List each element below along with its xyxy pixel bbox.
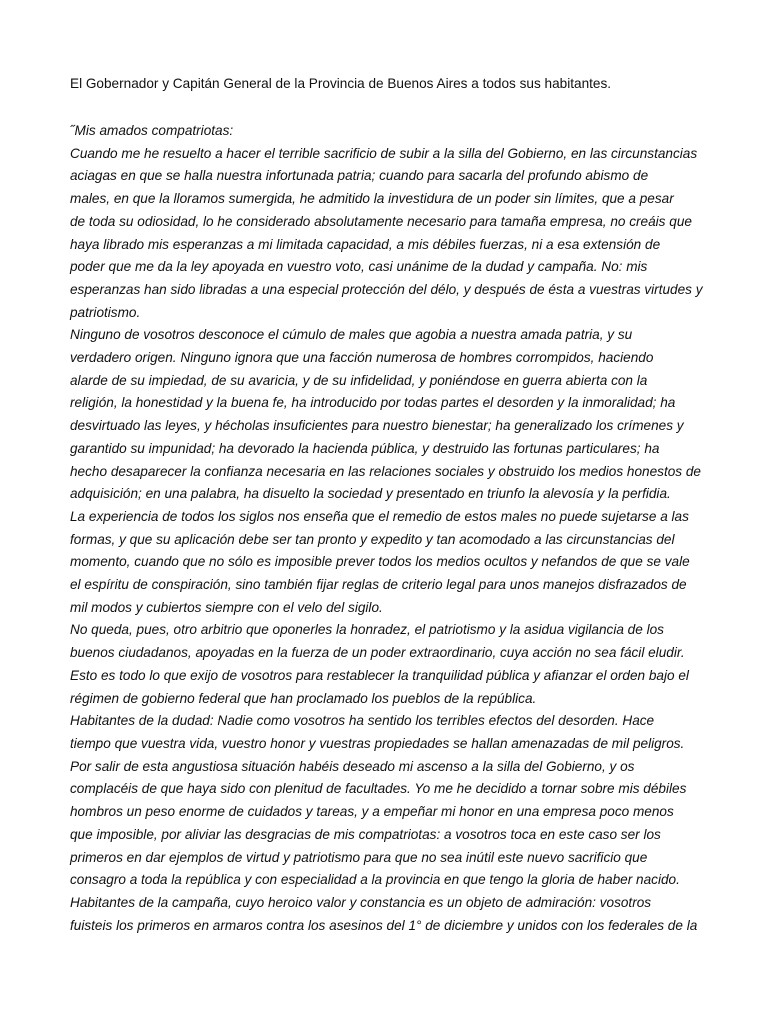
- body-text-line: haya librado mis esperanzas a mi limitada capacidad, a mis débiles fuerzas, ni a esa extensión de: [70, 236, 661, 252]
- body-text-line: adquisición; en una palabra, ha disuelto la sociedad y presentado en triunfo la alevosía y la perfidia.: [70, 486, 671, 502]
- body-text-line: hecho desaparecer la confianza necesaria en las relaciones sociales y obstruido los medios honestos de: [70, 463, 701, 479]
- body-text-line: fuisteis los primeros en armaros contra los asesinos del 1° de diciembre y unidos con los federales de la: [70, 917, 698, 933]
- body-text-line: Ninguno de vosotros desconoce el cúmulo de males que agobia a nuestra amada patria, y su: [70, 327, 633, 343]
- body-text-line: formas, y que su aplicación debe ser tan pronto y expedito y tan acomodado a las circunstancias del: [70, 531, 675, 547]
- body-text-line: primeros en dar ejemplos de virtud y patriotismo para que no sea inútil este nuevo sacrificio que: [70, 849, 648, 865]
- body-text-line: buenos ciudadanos, apoyadas en la fuerza de un poder extraordinario, cuya acción no sea fácil eludir.: [70, 645, 685, 661]
- body-text-line: mil modos y cubiertos siempre con el velo del sigilo.: [70, 599, 383, 615]
- body-text-line: Habitantes de la dudad: Nadie como vosotros ha sentido los terribles efectos del desorden. Hace: [70, 713, 655, 729]
- proclamation-body: [70, 120, 710, 937]
- body-text-line: Cuando me he resuelto a hacer el terrible sacrificio de subir a la silla del Gobierno, en las circunstancias: [70, 145, 698, 161]
- body-text-line: La experiencia de todos los siglos nos enseña que el remedio de estos males no puede sujetarse a las: [70, 508, 689, 524]
- body-text-line: ˝Mis amados compatriotas:: [70, 123, 234, 138]
- body-text-line: No queda, pues, otro arbitrio que oponerles la honradez, el patriotismo y la asidua vigilancia de los: [70, 622, 664, 638]
- body-text-line: verdadero origen. Ninguno ignora que una facción numerosa de hombres corrompidos, haciendo: [70, 350, 654, 366]
- body-text-line: que imposible, por aliviar las desgracias de mis compatriotas: a vosotros toca en este caso ser los: [70, 826, 661, 842]
- body-text-line: garantido su impunidad; ha devorado la hacienda pública, y destruido las fortunas particulares; ha: [70, 440, 660, 456]
- body-text-line: de toda su odiosidad, lo he considerado absolutamente necesario para tamaña empresa, no creáis que: [70, 213, 692, 229]
- body-text-line: poder que me da la ley apoyada en vuestro voto, casi unánime de la dudad y campaña. No: mis: [70, 259, 648, 275]
- body-text-line: hombros un peso enorme de cuidados y tareas, y a empeñar mi honor en una empresa poco menos: [70, 804, 674, 820]
- body-text-line: régimen de gobierno federal que han proclamado los pueblos de la república.: [70, 690, 537, 706]
- body-text-line: Habitantes de la campaña, cuyo heroico valor y constancia es un objeto de admiración: vosotros: [70, 894, 652, 910]
- body-text-line: momento, cuando que no sólo es imposible prever todos los medios ocultos y nefandos de que se vale: [70, 554, 690, 570]
- body-text-line: males, en que la lloramos sumergida, he admitido la investidura de un poder sin límites, que a pesar: [70, 191, 674, 207]
- body-text-line: Esto es todo lo que exijo de vosotros para restablecer la tranquilidad pública y afianzar el orden bajo el: [70, 667, 689, 683]
- body-text-line: el espíritu de conspiración, sino también fijar reglas de criterio legal para unos manejos disfrazados de: [70, 577, 687, 593]
- body-text-line: alarde de su impiedad, de su avaricia, y de su infidelidad, y poniéndose en guerra abierta con la: [70, 372, 648, 388]
- body-text-line: esperanzas han sido libradas a una especial protección del délo, y después de ésta a vuestras virtudes y: [70, 281, 703, 297]
- body-text-line: tiempo que vuestra vida, vuestro honor y vuestras propiedades se hallan amenazadas de mil peligros.: [70, 735, 685, 751]
- body-text-line: patriotismo.: [70, 304, 141, 320]
- body-text-line: consagro a toda la república y con especialidad a la provincia en que tengo la gloria de haber nacido.: [70, 872, 680, 888]
- body-text-line: Por salir de esta angustiosa situación habéis deseado mi ascenso a la silla del Gobierno, y os: [70, 758, 635, 774]
- body-text-line: complacéis de que haya sido con plenitud de facultades. Yo me he decidido a tornar sobre mis débiles: [70, 781, 687, 797]
- body-text-line: aciagas en que se halla nuestra infortunada patria; cuando para sacarla del profundo abismo de: [70, 168, 649, 184]
- document-heading: El Gobernador y Capitán General de la Provincia de Buenos Aires a todos sus habitantes.: [70, 76, 612, 91]
- body-text-line: desvirtuado las leyes, y hécholas insuficientes para nuestro bienestar; ha generalizado los crímenes y: [70, 418, 684, 434]
- body-text-line: religión, la honestidad y la buena fe, ha introducido por todas partes el desorden y la inmoralidad; ha: [70, 395, 676, 411]
